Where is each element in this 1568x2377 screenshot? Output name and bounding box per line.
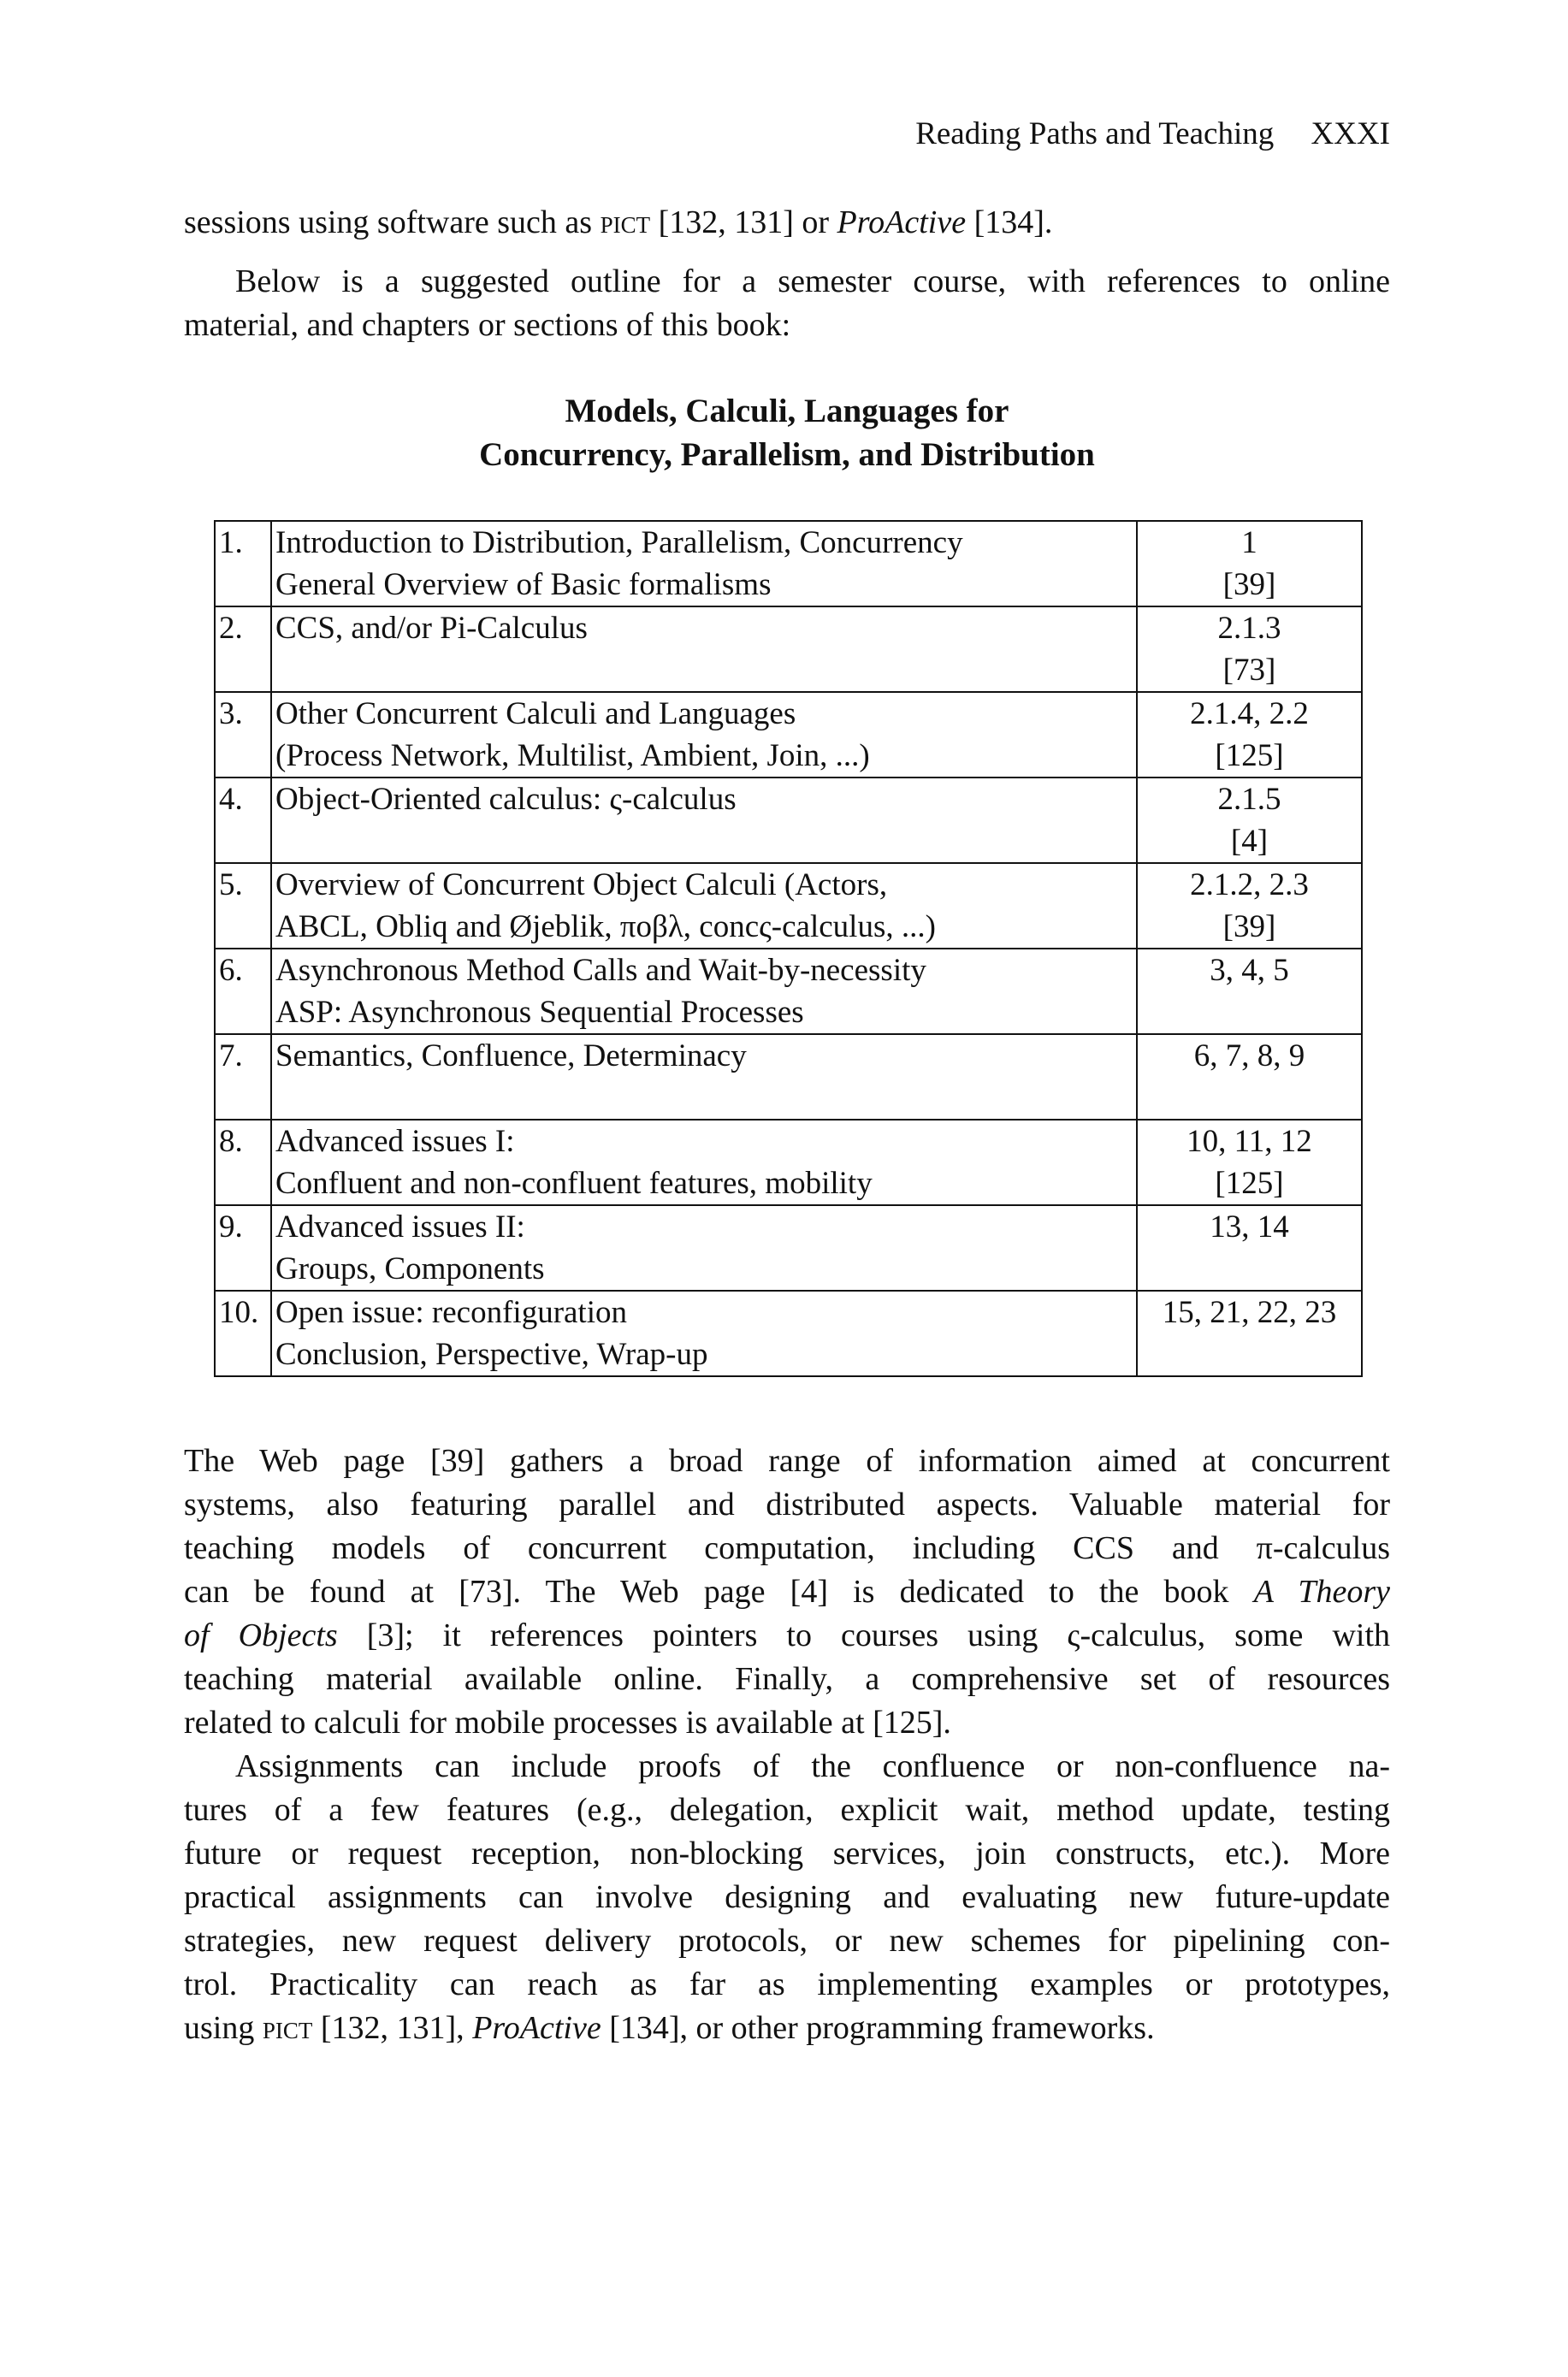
text-line <box>184 304 1390 347</box>
reference-line <box>1141 1248 1358 1290</box>
topic-line <box>275 1077 1133 1119</box>
table-row <box>215 692 1362 778</box>
table-row <box>215 863 1362 949</box>
table-row <box>215 521 1362 606</box>
text-line <box>184 1789 1390 1832</box>
text-segment: systems, also featuring parallel and distributed aspects. Valuable material for <box>184 1487 1390 1523</box>
reference-cell <box>1137 1291 1362 1376</box>
text-line <box>184 1963 1390 2007</box>
topic-line: Object-Oriented calculus: ς-calculus <box>275 782 737 817</box>
topic-line: Confluent and non-confluent features, mobility <box>275 1166 873 1201</box>
caption-line: Models, Calculi, Languages for <box>565 393 1009 429</box>
topic-line: Overview of Concurrent Object Calculi (Actors, <box>275 867 888 902</box>
topic-cell <box>271 778 1137 863</box>
topic-line: Conclusion, Perspective, Wrap-up <box>275 1337 708 1372</box>
text-segment: strategies, new request delivery protocols, or new schemes for pipelining con- <box>184 1923 1390 1959</box>
reference-cell <box>1137 606 1362 692</box>
text-segment: can be found at [73]. The Web page [4] is dedicated to the book <box>184 1574 1254 1610</box>
reference-cell <box>1137 1205 1362 1291</box>
topic-line: Advanced issues I: <box>275 1124 515 1159</box>
text-segment: trol. Practicality can reach as far as implementing examples or prototypes, <box>184 1966 1390 2002</box>
topic-line: Other Concurrent Calculi and Languages <box>275 696 796 731</box>
row-number: 3. <box>215 692 271 778</box>
table-row <box>215 1291 1362 1376</box>
reference-cell <box>1137 521 1362 606</box>
page-number: XXXI <box>1311 116 1390 151</box>
text-segment: practical assignments can involve designing and evaluating new future-update <box>184 1879 1390 1915</box>
row-number: 8. <box>215 1120 271 1205</box>
reference-line: 2.1.3 <box>1217 611 1281 646</box>
text-line <box>184 1919 1390 1963</box>
text-line <box>184 1483 1390 1527</box>
text-segment: future or request reception, non-blocking services, join constructs, etc.). More <box>184 1836 1390 1871</box>
row-number: 9. <box>215 1205 271 1291</box>
text-segment: [132, 131] or <box>650 204 837 240</box>
text-line <box>184 2007 1390 2050</box>
reference-cell <box>1137 778 1362 863</box>
text-line <box>184 1832 1390 1876</box>
text-line <box>184 1658 1390 1701</box>
header-title: Reading Paths and Teaching <box>915 116 1275 151</box>
reference-cell <box>1137 1120 1362 1205</box>
reference-line: [4] <box>1230 824 1269 859</box>
text-segment: material, and chapters or sections of this book: <box>184 307 791 343</box>
text-line <box>184 1440 1390 1483</box>
text-line <box>184 1745 1390 1789</box>
topic-line: Semantics, Confluence, Determinacy <box>275 1038 747 1073</box>
paragraph <box>184 1440 1390 1745</box>
topic-line: Groups, Components <box>275 1251 545 1286</box>
text-segment: [134]. <box>966 204 1053 240</box>
topic-line: ABCL, Obliq and Øjeblik, πoβλ, concς-calculus, ...) <box>275 909 936 944</box>
reference-line: [125] <box>1215 1166 1284 1201</box>
text-segment: The Web page [39] gathers a broad range of information aimed at concurrent <box>184 1443 1390 1479</box>
reference-line: 15, 21, 22, 23 <box>1162 1295 1337 1330</box>
table-row <box>215 1120 1362 1205</box>
text-segment: Below is a suggested outline for a semester course, with references to online <box>235 263 1390 299</box>
reference-line: [39] <box>1222 567 1276 602</box>
table-row <box>215 606 1362 692</box>
topic-cell <box>271 863 1137 949</box>
text-segment: sessions using software such as <box>184 204 601 240</box>
text-segment: teaching models of concurrent computation, including CCS and π-calculus <box>184 1530 1390 1566</box>
caption-line: Concurrency, Parallelism, and Distribution <box>479 436 1095 473</box>
topic-line <box>275 649 1133 691</box>
topic-cell <box>271 1291 1137 1376</box>
text-segment: teaching material available online. Finally, a comprehensive set of resources <box>184 1661 1390 1697</box>
topic-line: ASP: Asynchronous Sequential Processes <box>275 995 804 1030</box>
text-line <box>184 1527 1390 1570</box>
text-line <box>184 1614 1390 1658</box>
reference-line: 10, 11, 12 <box>1186 1124 1312 1159</box>
reference-line: 6, 7, 8, 9 <box>1193 1038 1305 1073</box>
text-line <box>184 1570 1390 1614</box>
text-segment: Assignments can include proofs of the confluence or non-confluence na- <box>235 1748 1390 1784</box>
topic-line: CCS, and/or Pi-Calculus <box>275 611 588 646</box>
reference-line: [125] <box>1215 738 1284 773</box>
text-segment: using <box>184 2010 263 2046</box>
row-number: 4. <box>215 778 271 863</box>
topic-cell <box>271 1205 1137 1291</box>
reference-cell <box>1137 949 1362 1034</box>
text-segment: A Theory <box>1253 1574 1390 1610</box>
topic-cell <box>271 606 1137 692</box>
row-number: 7. <box>215 1034 271 1120</box>
reference-line: [39] <box>1222 909 1276 944</box>
reference-line <box>1141 991 1358 1033</box>
paragraph <box>184 201 1390 245</box>
table-row <box>215 949 1362 1034</box>
text-segment: [3]; it references pointers to courses using ς-calculus, some with <box>337 1617 1390 1653</box>
table-row <box>215 1034 1362 1120</box>
reference-cell <box>1137 1034 1362 1120</box>
topic-line <box>275 820 1133 862</box>
text-segment: pict <box>262 2010 313 2046</box>
reference-line: 3, 4, 5 <box>1210 953 1289 988</box>
row-number: 2. <box>215 606 271 692</box>
text-segment: ProActive <box>472 2010 601 2046</box>
topic-line: Asynchronous Method Calls and Wait-by-necessity <box>275 953 926 988</box>
paragraph <box>184 260 1390 347</box>
reference-line: 2.1.2, 2.3 <box>1190 867 1309 902</box>
topic-cell <box>271 521 1137 606</box>
text-segment: [132, 131], <box>312 2010 473 2046</box>
row-number: 6. <box>215 949 271 1034</box>
text-line <box>184 201 1390 245</box>
topic-line: Introduction to Distribution, Parallelism, Concurrency <box>275 525 963 560</box>
running-header <box>915 115 1390 152</box>
topic-line: Open issue: reconfiguration <box>275 1295 627 1330</box>
text-segment: tures of a few features (e.g., delegation, explicit wait, method update, testing <box>184 1792 1390 1828</box>
reference-line: 2.1.4, 2.2 <box>1190 696 1309 731</box>
topic-line: General Overview of Basic formalisms <box>275 567 772 602</box>
topic-cell <box>271 692 1137 778</box>
topic-line: (Process Network, Multilist, Ambient, Join, ...) <box>275 738 870 773</box>
table-row <box>215 778 1362 863</box>
text-line <box>184 1876 1390 1919</box>
text-segment: [134], or other programming frameworks. <box>601 2010 1155 2046</box>
reference-line: 2.1.5 <box>1217 782 1281 817</box>
text-segment: related to calculi for mobile processes is available at [125]. <box>184 1705 951 1741</box>
topic-line: Advanced issues II: <box>275 1209 525 1245</box>
text-line <box>184 260 1390 304</box>
table-caption <box>184 389 1390 476</box>
reference-cell <box>1137 863 1362 949</box>
row-number: 10. <box>215 1291 271 1376</box>
row-number: 5. <box>215 863 271 949</box>
body-text <box>184 1440 1390 2050</box>
reference-cell <box>1137 692 1362 778</box>
text-segment: of Objects <box>184 1617 338 1653</box>
table-row <box>215 1205 1362 1291</box>
reference-line: [73] <box>1222 653 1276 688</box>
row-number: 1. <box>215 521 271 606</box>
reference-line: 13, 14 <box>1210 1209 1289 1245</box>
text-segment: ProActive <box>837 204 967 240</box>
topic-cell <box>271 1120 1137 1205</box>
reference-line: 1 <box>1241 525 1257 560</box>
reference-line <box>1141 1333 1358 1375</box>
topic-cell <box>271 1034 1137 1120</box>
text-line <box>184 1701 1390 1745</box>
reference-line <box>1141 1077 1358 1119</box>
topic-cell <box>271 949 1137 1034</box>
paragraph <box>184 1745 1390 2050</box>
text-segment: pict <box>600 204 651 240</box>
course-outline-table <box>214 520 1363 1377</box>
intro-text <box>184 201 1390 347</box>
